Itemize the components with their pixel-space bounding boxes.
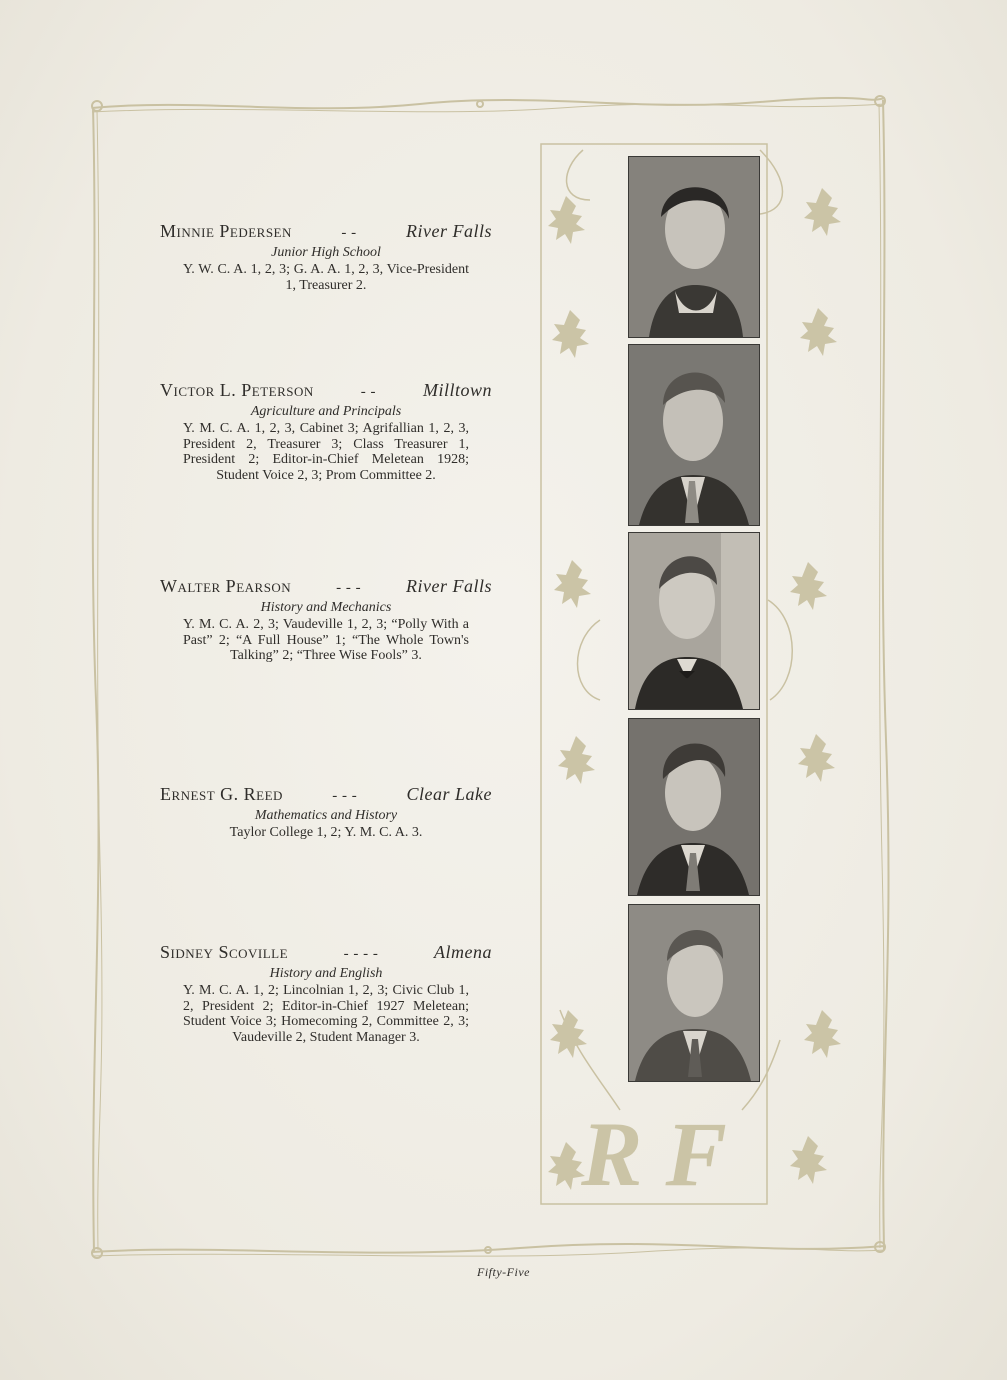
activities: Y. M. C. A. 2, 3; Vaudeville 1, 2, 3; “Polly With a Past” 2; “A Full House” 1; “The Whole Town's Talking” 2; “Three Wise Fools” 3. <box>183 617 469 663</box>
leader-dashes: - - <box>360 384 376 400</box>
portrait-photo <box>628 156 760 338</box>
leader-dashes: - - - <box>336 580 362 596</box>
leader-dashes: - - - <box>332 788 358 804</box>
activities: Y. M. C. A. 1, 2, 3, Cabinet 3; Agrifallian 1, 2, 3, President 2, Treasurer 3; Class Treasurer 1, President 2; Editor-in-Chief Meletean 1928; Student Voice 2, 3; Prom Committee 2. <box>183 421 469 483</box>
entry-heading <box>160 380 492 402</box>
leader-dashes: - - <box>341 225 357 241</box>
course-of-study: History and English <box>269 966 383 981</box>
portrait-photo <box>628 344 760 526</box>
student-name: Walter Pearson <box>160 576 292 596</box>
leader-dashes: - - - - <box>343 946 379 962</box>
course-of-study: Mathematics and History <box>254 808 398 823</box>
hometown: River Falls <box>406 221 492 241</box>
page-number: Fifty-Five <box>477 1265 530 1279</box>
student-entry <box>160 221 492 293</box>
entry-heading <box>160 942 492 964</box>
student-name: Minnie Pedersen <box>160 221 292 241</box>
portrait-photo <box>628 718 760 896</box>
rf-monogram: R F <box>581 1103 727 1205</box>
student-name: Victor L. Peterson <box>160 380 314 400</box>
activities: Y. M. C. A. 1, 2; Lincolnian 1, 2, 3; Civic Club 1, 2, President 2; Editor-in-Chief 1927 Meletean; Student Voice 3; Homecoming 2, Committee 2, 3; Vaudeville 2, Student Manager 3. <box>183 983 469 1045</box>
entry-heading <box>160 576 492 598</box>
hometown: Almena <box>434 942 492 962</box>
hometown: Clear Lake <box>406 784 492 804</box>
course-of-study: History and Mechanics <box>260 600 392 615</box>
student-name: Sidney Scoville <box>160 942 289 962</box>
student-entry <box>160 784 492 841</box>
activities: Taylor College 1, 2; Y. M. C. A. 3. <box>229 825 423 840</box>
course-of-study: Agriculture and Principals <box>250 404 402 419</box>
portrait-photo <box>628 904 760 1082</box>
student-entry <box>160 942 492 1045</box>
portrait-photo <box>628 532 760 710</box>
student-entry <box>160 576 492 664</box>
entry-heading <box>160 784 492 806</box>
activities: Y. W. C. A. 1, 2, 3; G. A. A. 1, 2, 3, Vice-President 1, Treasurer 2. <box>183 262 469 293</box>
entry-heading <box>160 221 492 243</box>
course-of-study: Junior High School <box>271 245 381 260</box>
hometown: River Falls <box>406 576 492 596</box>
hometown: Milltown <box>422 380 492 400</box>
student-entry <box>160 380 492 483</box>
student-name: Ernest G. Reed <box>160 784 283 804</box>
